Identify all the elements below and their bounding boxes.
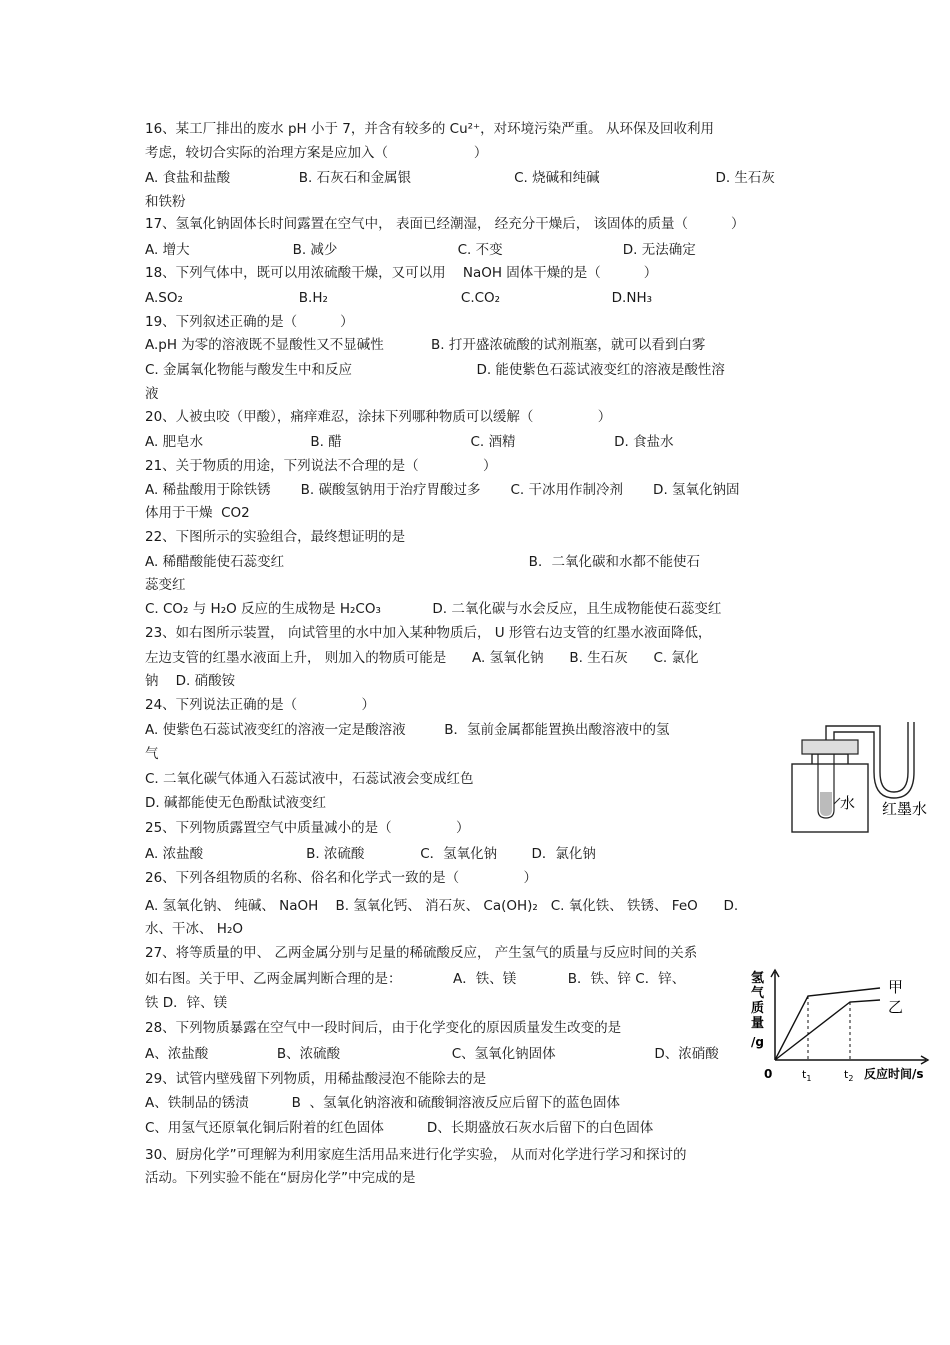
t1-label: $t_1$: [802, 1068, 812, 1083]
text-line: 和铁粉: [145, 194, 186, 210]
y-label-char: 质: [751, 1001, 765, 1016]
text-line: C、用氢气还原氧化铜后附着的红色固体 D、长期盛放石灰水后留下的白色固体: [145, 1120, 654, 1136]
red-ink-label: 红墨水: [882, 800, 928, 818]
text-line: 16、某工厂排出的废水 pH 小于 7，并含有较多的 Cu²⁺，对环境污染严重。 从环保及回收利用: [145, 121, 714, 137]
text-line: 26、下列各组物质的名称、俗名和化学式一致的是（ ）: [145, 870, 538, 886]
text-line: A. 肥皂水 B. 醋 C. 酒精 D. 食盐水: [145, 434, 674, 450]
x-axis-label: 反应时间/s: [864, 1067, 924, 1081]
text-line: 27、将等质量的甲、 乙两金属分别与足量的稀硫酸反应， 产生氢气的质量与反应时间的关系: [145, 945, 698, 961]
y-label-unit: /g: [751, 1035, 764, 1049]
text-line: 体用于干燥 CO2: [145, 505, 250, 521]
text-line: A. 增大 B. 减少 C. 不变 D. 无法确定: [145, 242, 696, 258]
text-line: 29、试管内壁残留下列物质，用稀盐酸浸泡不能除去的是: [145, 1071, 487, 1087]
text-line: 钠 D. 硝酸铵: [145, 673, 236, 689]
text-line: 液: [145, 386, 159, 402]
text-line: D. 碱都能使无色酚酞试液变红: [145, 795, 326, 811]
hydrogen-mass-graph: [748, 968, 943, 1086]
text-line: 20、人被虫咬（甲酸），痛痒难忍，涂抹下列哪种物质可以缓解（ ）: [145, 409, 612, 425]
origin-label: 0: [764, 1067, 773, 1081]
text-line: A. 使紫色石蕊试液变红的溶液一定是酸溶液 B．氢前金属都能置换出酸溶液中的氢: [145, 722, 670, 738]
text-line: 水、干冰、 H₂O: [145, 921, 243, 937]
text-line: 17、氢氧化钠固体长时间露置在空气中， 表面已经潮湿， 经充分干燥后， 该固体的质量（ ）: [145, 216, 745, 232]
text-line: 铁 D．锌、镁: [145, 995, 228, 1011]
text-line: 左边支管的红墨水液面上升， 则加入的物质可能是 A. 氢氧化钠 B. 生石灰 C. 氯化: [145, 650, 699, 666]
text-line: A. 稀醋酸能使石蕊变红 B．二氧化碳和水都不能使石: [145, 554, 700, 570]
text-line: 18、下列气体中，既可以用浓硫酸干燥，又可以用 NaOH 固体干燥的是（ ）: [145, 265, 658, 281]
water-label: 水: [840, 794, 856, 812]
text-line: C. CO₂ 与 H₂O 反应的生成物是 H₂CO₃ D. 二氧化碳与水会反应，且生成物能使石蕊变红: [145, 601, 722, 617]
t2-label: $t_2$: [844, 1068, 854, 1083]
text-line: C. 二氧化碳气体通入石蕊试液中，石蕊试液会变成红色: [145, 771, 474, 787]
text-line: A. 氢氧化钠、 纯碱、 NaOH B. 氢氧化钙、 消石灰、 Ca(OH)₂ C. 氧化铁、 铁锈、 FeO D.: [145, 898, 739, 914]
y-label-char: 量: [751, 1016, 765, 1031]
text-line: A. 浓盐酸 B. 浓硫酸 C．氢氧化钠 D．氯化钠: [145, 846, 596, 862]
text-line: 活动。下列实验不能在“厨房化学”中完成的是: [145, 1170, 416, 1186]
text-line: 30、厨房化学”可理解为利用家庭生活用品来进行化学实验， 从而对化学进行学习和探讨的: [145, 1147, 687, 1163]
text-line: A.SO₂ B.H₂ C.CO₂ D.NH₃: [145, 290, 653, 306]
text-line: 19、下列叙述正确的是（ ）: [145, 314, 354, 330]
text-line: 气: [145, 746, 159, 762]
text-line: C. 金属氧化物能与酸发生中和反应 D. 能使紫色石蕊试液变红的溶液是酸性溶: [145, 362, 725, 378]
y-label-char: 氢: [751, 971, 765, 986]
text-line: 22、下图所示的实验组合，最终想证明的是: [145, 529, 406, 545]
series-b-label: 乙: [888, 998, 904, 1016]
text-line: A、浓盐酸 B、浓硫酸 C、氢氧化钠固体 D、浓硝酸: [145, 1046, 719, 1062]
text-line: 蕊变红: [145, 577, 186, 593]
text-line: A. 食盐和盐酸 B. 石灰石和金属银 C. 烧碱和纯碱 D. 生石灰: [145, 170, 775, 186]
series-a-line: [775, 988, 880, 1060]
text-line: 21、关于物质的用途，下列说法不合理的是（ ）: [145, 458, 497, 474]
text-line: A. 稀盐酸用于除铁锈 B. 碳酸氢钠用于治疗胃酸过多 C. 干冰用作制冷剂 D. 氢氧化钠固: [145, 482, 740, 498]
y-label-char: 气: [751, 986, 765, 1001]
series-a-label: 甲: [888, 978, 904, 996]
text-line: 25、下列物质露置空气中质量减小的是（ ）: [145, 820, 470, 836]
text-line: A.pH 为零的溶液既不显酸性又不显碱性 B. 打开盛浓硫酸的试剂瓶塞，就可以看到白雾: [145, 337, 706, 353]
u-tube-apparatus-figure: [788, 718, 946, 836]
text-line: 24、下列说法正确的是（ ）: [145, 697, 376, 713]
text-line: 如右图。关于甲、乙两金属判断合理的是： A．铁、镁 B．铁、锌 C．锌、: [145, 971, 686, 987]
text-line: 28、下列物质暴露在空气中一段时间后，由于化学变化的原因质量发生改变的是: [145, 1020, 622, 1036]
text-line: 23、如右图所示装置， 向试管里的水中加入某种物质后， U 形管右边支管的红墨水液面降低，: [145, 625, 712, 641]
text-line: 考虑，较切合实际的治理方案是应加入（ ）: [145, 145, 488, 161]
text-line: A、铁制品的锈渍 B 、氢氧化钠溶液和硫酸铜溶液反应后留下的蓝色固体: [145, 1095, 620, 1111]
